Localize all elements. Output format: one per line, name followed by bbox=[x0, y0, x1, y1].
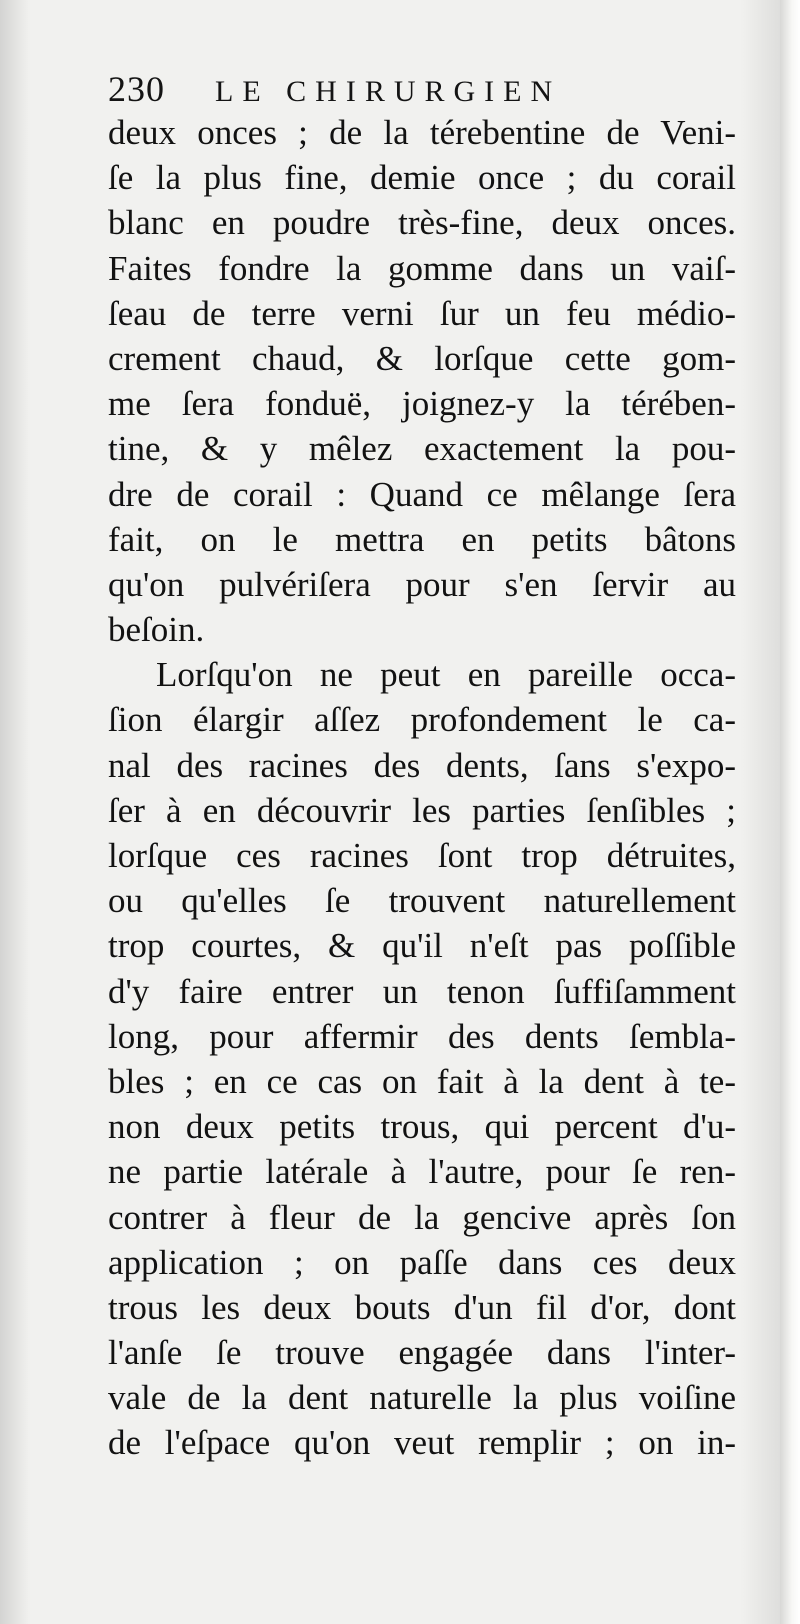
page-curl-shadow bbox=[740, 0, 780, 1624]
text-line: ſeau de terre verni ſur un feu médio- bbox=[108, 293, 736, 333]
text-line: trop courtes, & qu'il n'eſt pas poſſible bbox=[108, 926, 736, 966]
page-edge bbox=[780, 0, 800, 1624]
text-line: vale de la dent naturelle la plus voiſine bbox=[108, 1378, 736, 1418]
text-line: bles ; en ce cas on fait à la dent à te- bbox=[108, 1061, 736, 1101]
body-text bbox=[108, 110, 736, 1466]
text-line: ſe la plus fine, demie once ; du corail bbox=[108, 158, 736, 198]
text-line: trous les deux bouts d'un fil d'or, dont bbox=[108, 1287, 736, 1327]
text-line: ne partie latérale à l'autre, pour ſe ren- bbox=[108, 1152, 736, 1192]
text-line: me ſera fonduë, joignez-y la térében- bbox=[108, 384, 736, 424]
text-line: long, pour affermir des dents ſembla- bbox=[108, 1016, 736, 1056]
text-line: fait, on le mettra en petits bâtons bbox=[108, 519, 736, 559]
text-line: ſion élargir aſſez profondement le ca- bbox=[108, 700, 736, 740]
page-number: 230 bbox=[108, 69, 165, 109]
text-line: application ; on paſſe dans ces deux bbox=[108, 1242, 736, 1282]
text-line: dre de corail : Quand ce mêlange ſera bbox=[108, 474, 736, 514]
paragraph-start-line: Lorſqu'on ne peut en pareille occa- bbox=[156, 655, 736, 695]
text-line: de l'eſpace qu'on veut remplir ; on in- bbox=[108, 1423, 736, 1463]
text-line: non deux petits trous, qui percent d'u- bbox=[108, 1107, 736, 1147]
text-line: l'anſe ſe trouve engagée dans l'inter- bbox=[108, 1333, 736, 1373]
text-line: crement chaud, & lorſque cette gom- bbox=[108, 338, 736, 378]
text-line: contrer à fleur de la gencive après ſon bbox=[108, 1197, 736, 1237]
text-line: blanc en poudre très-fine, deux onces. bbox=[108, 203, 736, 243]
text-line: ou qu'elles ſe trouvent naturellement bbox=[108, 881, 736, 921]
text-line: deux onces ; de la térebentine de Veni- bbox=[108, 113, 736, 152]
text-line: ſer à en découvrir les parties ſenſibles ; bbox=[108, 790, 736, 830]
text-line: beſoin. bbox=[108, 610, 205, 650]
running-title: LE CHIRURGIEN bbox=[215, 75, 562, 108]
gutter-shadow bbox=[0, 0, 30, 1624]
text-line: tine, & y mêlez exactement la pou- bbox=[108, 429, 736, 469]
text-line: qu'on pulvériſera pour s'en ſervir au bbox=[108, 564, 736, 604]
text-line: nal des racines des dents, ſans s'expo- bbox=[108, 745, 736, 785]
text-line: d'y faire entrer un tenon ſuffiſamment bbox=[108, 971, 736, 1011]
text-line: lorſque ces racines ſont trop détruites, bbox=[108, 836, 736, 875]
text-line: Faites fondre la gomme dans un vaiſ- bbox=[108, 248, 736, 288]
